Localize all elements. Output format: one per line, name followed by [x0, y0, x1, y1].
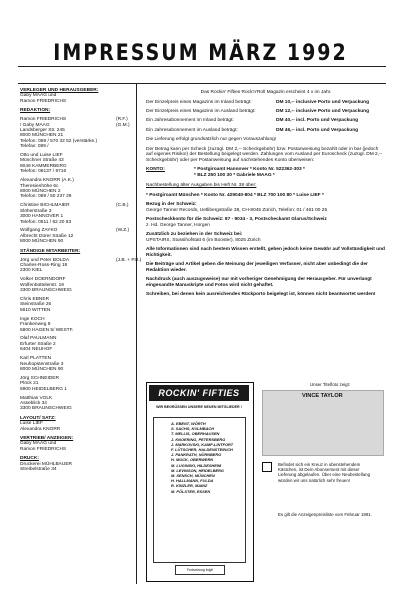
- mitarbeiter-line: Erfurter Straße 2: [20, 341, 56, 347]
- redaktion-line: Landsberger Str. 245: [20, 127, 65, 133]
- price-ausland-abo: Ein Jahresabonnement im Ausland beträgt: DM 46,-- incl. Porto und Verpackung: [146, 127, 359, 133]
- mitarbeiter-line: 6404 NEUHOF: [20, 347, 53, 353]
- renewal-checkbox: [262, 462, 272, 472]
- member-item: J. KNOERING, PETERSBERG: [171, 436, 226, 442]
- redaktion-list: [20, 117, 134, 245]
- redaktion-entry: [20, 117, 134, 149]
- redaktion-line: 3000 HANNOVER 1: [20, 214, 64, 220]
- zusatz-schweiz: Zusätzlich zu beziehen in der Schweiz bei: UPSTAIRS, Stussihofstatt 6 (im Booster), 8025 Zürich: [146, 232, 261, 243]
- member-item: J. MARKOVSKI, KAMP-LINTFORT: [171, 441, 234, 447]
- redaktion-line: Alexandra KNORR (A.K.): [20, 178, 74, 184]
- mitarbeiter-tag: (J.B. + P.B.): [116, 257, 142, 263]
- redaktion-line: / Gaby MAAG: [20, 122, 50, 128]
- disclaimer-3: Nachdruck (auch auszugsweise) nur mit vorheriger Genehmigung der Herausgeber. Für unverlangt eingesandte Manuskripte und Fotos wird nicht gehaftet.: [146, 277, 372, 288]
- cover-name: VINCE TAYLOR: [302, 393, 343, 399]
- redaktion-heading: REDAKTION:: [20, 108, 51, 114]
- mitarbeiter-line: 5610 WITTEN: [20, 307, 51, 313]
- member-item: J. PANKRATH, NÜRNBERG: [171, 452, 222, 458]
- redaktion-tag: (W.Z.): [116, 228, 130, 234]
- redaktion-tag: (C.B.): [116, 203, 129, 209]
- redaktion-line: Otto und Luise LIEF: [20, 153, 63, 159]
- redaktion-line: Slöherstraße 3: [20, 208, 52, 214]
- prepayment-note: Die Lieferung erfolgt grundsätzlich nur gegen Vorauszahlung!: [146, 137, 277, 143]
- mitarbeiter-line: Karl PLATTEN: [20, 356, 52, 362]
- mitarbeiter-line: Neuhopstenstraße 3: [20, 361, 64, 367]
- advert-welcome: WIR BEGRÜSSEN UNSERE NEUEN MITGLIEDER !: [156, 405, 242, 409]
- mitarbeiter-entry: [20, 257, 142, 274]
- member-item: S. SACHS, KULMBACH: [171, 426, 215, 432]
- mitarbeiter-line: 3300 BRAUNSCHWEIG: [20, 288, 72, 294]
- info-column: [146, 90, 386, 302]
- redaktion-line: 8000 MÜNCHEN 21: [20, 133, 64, 139]
- cover-label: Unser Titelfoto zeigt:: [310, 382, 351, 387]
- redaktion-line: Telefon: 0511 / 62 20 83: [20, 219, 72, 225]
- mitarbeiter-line: 2300 KIEL: [20, 268, 43, 274]
- payment-text: Der Betrag kann per Scheck (zuzügl. DM 2,-- Scheckgebühr) bzw. Postanweisung bezahlt oder in bar (jedoch auf eigenes Risiko!) der Bestellung beigelegt werden. Zahlungen vom Ausland per Euroscheck (zuzügl. DM 2,-- Scheckgebühr) oder per Postanweisung auf nachstehendes Konto überweisen:: [146, 146, 383, 163]
- mitarbeiter-entry: [20, 396, 134, 412]
- disclaimer-2: Die Beiträge und Artikel geben die Meinung der jeweiligen Verfasser, nicht aber unbedingt die der Redaktion wieder.: [146, 262, 368, 273]
- mitarbeiter-line: 6900 HEIDELBERG 1: [20, 386, 67, 392]
- mitarbeiter-line: 5800 HAGEN 5/ WESTF.: [20, 327, 74, 333]
- druck-heading: DRUCK:: [20, 456, 39, 462]
- layout-heading: LAYOUT/ SATZ:: [20, 415, 56, 421]
- mitarbeiter-entry: [20, 317, 134, 333]
- member-item: M. LEVINSON, HEIDELBERG: [171, 467, 224, 473]
- redaktion-line: Telefax: 089 /: [20, 144, 49, 150]
- member-item: A. EBENT, WÖRTH: [171, 421, 206, 426]
- mitarbeiter-line: Inge KOCH: [20, 316, 45, 322]
- redaktion-entry: [20, 228, 134, 244]
- redaktion-entry: [20, 153, 134, 175]
- redaktion-line: Albrecht Dürer Straße 12: [20, 233, 74, 239]
- renewal-text: Befindet sich ein Kreuz in obenstehendem Kästchen, ist Dein Abonnement mit dieser Lieferung abgelaufen. Über eine Neubestellung würden wir uns natürlich sehr freuen!: [278, 462, 371, 483]
- staff-column: [20, 88, 142, 473]
- member-item: H. HALLMANN, FULDA: [171, 478, 214, 484]
- redaktion-line: 8000 MÜNCHEN 2: [20, 189, 61, 194]
- redaktion-tag: (R.F.) (G.M.): [116, 117, 130, 128]
- redaktion-line: Telefon: 089 / 570 32 52 (verstärke.): [20, 138, 98, 144]
- members-list: [171, 421, 251, 494]
- mitarbeiter-line: Jörg und Peter BOLDA: [20, 257, 70, 263]
- title-rule-bottom: [18, 83, 386, 84]
- advert-banner: ROCKIN' FIFTIES: [149, 385, 249, 401]
- member-item: R. KINZLER, MAINZ: [171, 483, 208, 489]
- mitarbeiter-entry: [20, 336, 134, 352]
- redaktion-line: 8000 MÜNCHEN 90: [20, 239, 64, 245]
- mitarbeiter-line: Olaf PAULMANN: [20, 336, 57, 342]
- vertrieb-line-2: Ramon FRIEDRICHS: [20, 446, 67, 452]
- mitarbeiter-line: Frankenweg 9: [20, 322, 51, 328]
- page-title: IMPRESSUM MÄRZ 1992: [53, 40, 348, 66]
- layout-line-1: Luise LIEF: [20, 421, 43, 427]
- postscheck-schweiz: Postscheckkonto für die Schweiz: 87 - 9034 - 3, Postscheckamt Glarus/Schweiz z. Hd. George Tanner, Horgen: [146, 217, 327, 228]
- mitarbeiter-entry: [20, 297, 134, 313]
- member-item: M. SENSCH, MÜNCHEN: [171, 473, 215, 479]
- mitarbeiter-line: Asseblick 34: [20, 401, 47, 406]
- mitarbeiter-line: Wolfenbüttelerstr. 19: [20, 282, 64, 288]
- mitarbeiter-line: 8000 MÜNCHEN 90: [20, 366, 64, 372]
- disclaimer-4: Schreiben, bei denen kein ausreichendes Rückporto beigelegt ist, können nicht beantwortet werden!: [146, 292, 376, 298]
- mitarbeiter-entry: [20, 376, 134, 392]
- nachbestellung-heading: Nachbestellung älter Ausgaben bis Heft Nr. 38 über:: [146, 183, 257, 189]
- redaktion-line: Telefon: 089 / 50 237 29: [20, 194, 72, 200]
- mitarbeiter-line: Volker DOERNDORF: [20, 277, 66, 283]
- verleger-line-1: Gaby MAAG und: [20, 93, 57, 99]
- redaktion-line: Theresienhöhe 6c: [20, 183, 59, 189]
- verleger-heading: VERLEGER UND HERAUSGEBER:: [20, 88, 99, 93]
- redaktion-line: Telefon: 08137 / 8716: [20, 169, 67, 175]
- intro-text: Das Rockin' Fifties Rock'n'Roll Magazin erscheint 4 x im Jahr.: [200, 90, 332, 95]
- verleger-line-2: Ramon FRIEDRICHS: [20, 98, 67, 104]
- title-rule-top: [18, 66, 386, 67]
- mitarbeiter-line: Plöck 21: [20, 381, 39, 387]
- mitarbeiter-list: [20, 257, 142, 412]
- mitarbeiter-line: 3300 BRAUNSCHWEIG: [20, 406, 72, 412]
- price-inland-abo: Ein Jahresabonnement im Inland beträgt: DM 40,-- incl. Porto und Verpackung: [146, 118, 359, 124]
- cover-photo: [262, 390, 384, 456]
- column-divider: [136, 84, 137, 584]
- advert-tail: Fortsetzung folgt!: [175, 565, 225, 575]
- member-item: M. PÖLSTER, ESSEN: [171, 488, 211, 494]
- mitarbeiter-entry: [20, 277, 134, 293]
- konto-line-1: * Postgiroamt Hannover * Konto Nr. 522362-303 *: [194, 167, 305, 173]
- member-item: F. LÜTSCHER, HALDENSTEIN/CH: [171, 447, 233, 453]
- layout-line-2: Alexandra KNORR: [20, 426, 61, 432]
- mitarbeiter-line: Jörg SCHNEIDER: [20, 375, 59, 381]
- redaktion-line: Christine BICHLMAIER: [20, 203, 70, 209]
- pricelist-note: Es gilt die Anzeigenpreisliste vom Februar 1991.: [278, 512, 372, 517]
- bezug-schweiz: Bezug in der Schweiz: George Tanner Records, Uetlibergstraße 38, CH-8045 Zürich, Telefon: 01 / 461 00 25: [146, 202, 328, 213]
- vertrieb-line-1: Gaby MAAG und: [20, 441, 57, 447]
- mitarbeiter-entry: [20, 356, 134, 372]
- member-item: M. LUGINSKI, HILDESHEIM: [171, 462, 222, 468]
- redaktion-line: 8049 KAMMERBERG: [20, 163, 67, 169]
- price-inland-single: Der Einzelpreis eines Magazins im Inland beträgt: DM 10,-- inclusive Porto und Verpackung: [146, 99, 370, 105]
- druck-line-2: Streibelstraße 34: [20, 467, 57, 473]
- konto-label: KONTO:: [146, 167, 165, 173]
- mitarbeiter-line: Steinstraße 26: [20, 302, 52, 308]
- vertrieb-heading: VERTRIEB/ ANZEIGEN:: [20, 436, 74, 442]
- konto-line-2: * BLZ 250 100 30 * Gabriele MAAG *: [194, 172, 275, 178]
- druck-line-1: Druckerei MÜHLBAUER: [20, 461, 72, 467]
- members-advert: [146, 382, 254, 582]
- redaktion-entry: [20, 178, 134, 200]
- nachbestellung-konto: * Postgiroamt München * Konto Nr. 429040-804 * BLZ 700 100 80 * Luise LIEF *: [146, 192, 324, 198]
- mitarbeiter-heading: STÄNDIGE MITARBEITER:: [20, 248, 81, 254]
- mitarbeiter-line: Charles-Ross-Ring 18: [20, 262, 68, 268]
- price-ausland-single: Der Einzelpreis eines Magazins im Ausland beträgt: DM 12,-- inclusive Porto und Verpackung: [146, 109, 370, 114]
- konto-block: [146, 167, 386, 178]
- member-item: T. MELLIS, OBERHAUSEN: [171, 431, 220, 437]
- redaktion-line: Ramon FRIEDRICHS: [20, 117, 67, 123]
- member-item: H. MOCK, OBERWERN: [171, 457, 214, 463]
- mitarbeiter-line: Matthias VOLK: [20, 395, 53, 401]
- redaktion-entry: [20, 203, 134, 225]
- redaktion-line: Münchner Straße 43: [20, 158, 64, 164]
- disclaimer-1: Alle Informationen sind nach bestem Wissen erstellt, geben jedoch keine Gewähr auf Vollständigkeit und Richtigkeit.: [146, 247, 385, 258]
- mitarbeiter-line: Chris EBNER: [20, 297, 50, 302]
- redaktion-line: Wolfgang ZAYKO: [20, 228, 58, 234]
